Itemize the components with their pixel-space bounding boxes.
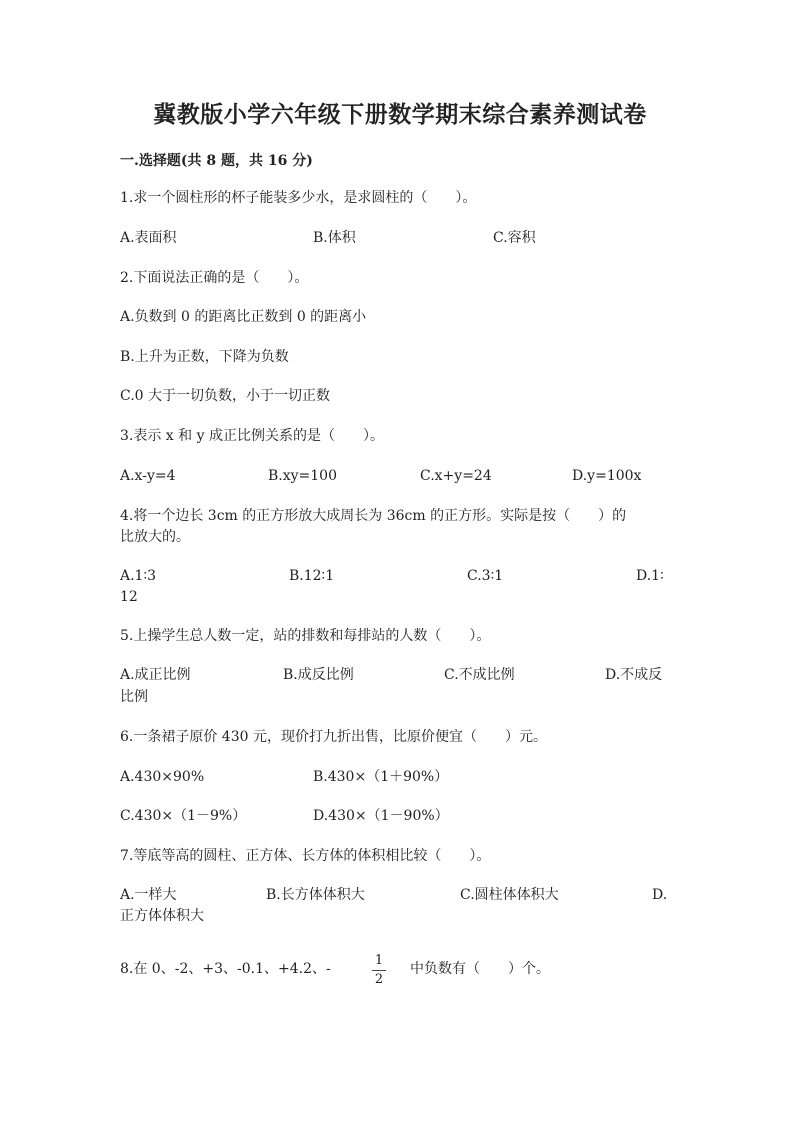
question-1: 1.求一个圆柱形的杯子能装多少水，是求圆柱的（ ）。 bbox=[120, 190, 477, 206]
q7-option-b: B.长方体体积大 bbox=[266, 887, 365, 903]
question-6: 6.一条裙子原价 430 元，现价打九折出售，比原价便宜（ ）元。 bbox=[120, 729, 547, 745]
q3-option-c: C.x+y=24 bbox=[420, 468, 492, 484]
q6-option-a: A.430×90% bbox=[120, 769, 205, 785]
question-8-text-before: 8.在 0、-2、+3、-0.1、+4.2、- bbox=[120, 961, 331, 977]
q5-option-d-continued: 比例 bbox=[120, 689, 148, 705]
question-4-line-1: 4.将一个边长 3cm 的正方形放大成周长为 36cm 的正方形。实际是按（ ）的 bbox=[120, 508, 627, 524]
q5-option-a: A.成正比例 bbox=[120, 667, 191, 683]
q5-option-c: C.不成比例 bbox=[444, 667, 515, 683]
q1-option-c: C.容积 bbox=[493, 230, 536, 246]
q6-option-d: D.430×（1－90%） bbox=[313, 808, 449, 824]
q4-option-a: A.1∶3 bbox=[120, 568, 157, 584]
fraction-one-half bbox=[372, 954, 386, 987]
q7-option-d: D. bbox=[652, 887, 668, 903]
q7-option-c: C.圆柱体体积大 bbox=[460, 887, 559, 903]
q7-option-a: A.一样大 bbox=[120, 887, 177, 903]
q5-option-d: D.不成反 bbox=[605, 667, 663, 683]
fraction-denominator: 2 bbox=[374, 972, 384, 987]
question-5: 5.上操学生总人数一定，站的排数和每排站的人数（ ）。 bbox=[120, 628, 491, 644]
q6-option-c: C.430×（1－9%） bbox=[120, 808, 247, 824]
page-title: 冀教版小学六年级下册数学期末综合素养测试卷 bbox=[153, 101, 647, 128]
question-4-line-2: 比放大的。 bbox=[120, 529, 190, 545]
q6-option-b: B.430×（1＋90%） bbox=[313, 769, 449, 785]
q7-option-d-continued: 正方体体积大 bbox=[120, 908, 204, 924]
question-8-text-after: 中负数有（ ）个。 bbox=[410, 961, 550, 977]
q2-option-a: A.负数到 0 的距离比正数到 0 的距离小 bbox=[120, 309, 367, 325]
q5-option-b: B.成反比例 bbox=[283, 667, 354, 683]
q1-option-a: A.表面积 bbox=[120, 230, 177, 246]
q3-option-d: D.y=100x bbox=[572, 468, 642, 484]
fraction-bar bbox=[372, 970, 386, 971]
q3-option-a: A.x-y=4 bbox=[120, 468, 176, 484]
section-header: 一.选择题(共 8 题，共 16 分) bbox=[120, 153, 313, 169]
q3-option-b: B.xy=100 bbox=[268, 468, 337, 484]
q1-option-b: B.体积 bbox=[313, 230, 356, 246]
question-7: 7.等底等高的圆柱、正方体、长方体的体积相比较（ ）。 bbox=[120, 848, 491, 864]
question-3: 3.表示 x 和 y 成正比例关系的是（ ）。 bbox=[120, 428, 384, 444]
fraction-numerator: 1 bbox=[374, 953, 384, 968]
q4-option-d: D.1∶ bbox=[636, 568, 664, 584]
q2-option-b: B.上升为正数，下降为负数 bbox=[120, 349, 289, 365]
q4-option-b: B.12∶1 bbox=[289, 568, 335, 584]
q4-option-c: C.3∶1 bbox=[467, 568, 504, 584]
q4-option-d-continued: 12 bbox=[120, 589, 138, 605]
q2-option-c: C.0 大于一切负数，小于一切正数 bbox=[120, 388, 331, 404]
question-2: 2.下面说法正确的是（ ）。 bbox=[120, 270, 309, 286]
